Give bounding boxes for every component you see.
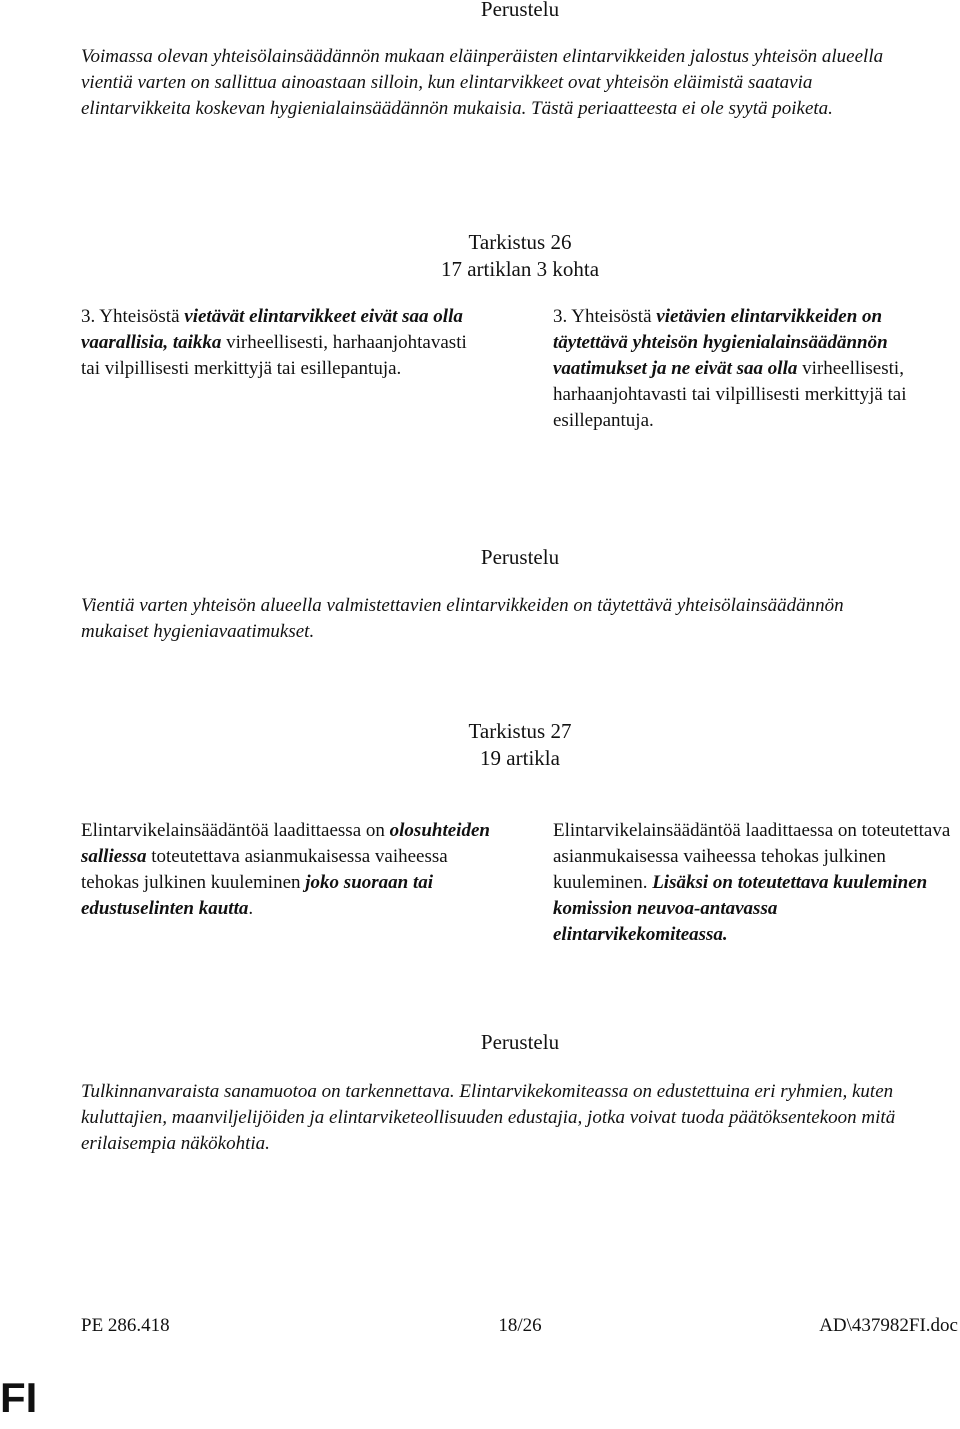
amendment-text: Elintarvikelainsäädäntöä laadittaessa on toteutettava asianmukaisessa vaiheessa tehokas julkinen kuuleminen. Lisäksi on toteutettava kuuleminen komission neuvoa-antavassa elintarvikekomiteassa. xyxy=(553,820,951,945)
amendment-subtitle: 17 artiklan 3 kohta xyxy=(440,257,600,281)
justification-text: Vientiä varten yhteisön alueella valmistettavien elintarvikkeiden on täytettävä yhteisölainsäädännön mukaiset hygieniavaatimukset. xyxy=(81,595,844,642)
commission-text: Elintarvikelainsäädäntöä laadittaessa on olosuhteiden salliessa toteutettava asianmukaisessa vaiheessa tehokas julkinen kuuleminen joko suoraan tai edustuselinten kautta. xyxy=(81,820,490,919)
amendment-title: Tarkistus 26 xyxy=(468,230,572,254)
commission-text: 3. Yhteisöstä vietävät elintarvikkeet eivät saa olla vaarallisia, taikka virheellisesti, harhaanjohtavasti tai vilpillisesti merkittyjä tai esillepantuja. xyxy=(81,306,467,379)
footer-document-id: AD\437982FI.doc xyxy=(819,1315,958,1336)
amendment-subtitle: 19 artikla xyxy=(480,746,560,770)
amendment-text: 3. Yhteisöstä vietävien elintarvikkeiden on täytettävä yhteisön hygienialainsäädännön vaatimukset ja ne eivät saa olla virheellisesti, harhaanjohtavasti tai vilpillisesti merkittyjä tai esillepantuja. xyxy=(553,306,907,431)
language-code: FI xyxy=(0,1374,38,1421)
amendment-title: Tarkistus 27 xyxy=(468,719,572,743)
footer-page-number: 18/26 xyxy=(498,1315,542,1336)
justification-text: Tulkinnanvaraista sanamuotoa on tarkennettava. Elintarvikekomiteassa on edustettuina eri ryhmien, kuten kuluttajien, maanviljelijöiden ja elintarviketeollisuuden edustajia, jotka voivat tuoda päätöksentekoon mitä erilaisempia näkökohtia. xyxy=(81,1081,896,1154)
justification-heading: Perustelu xyxy=(480,0,560,21)
justification-heading: Perustelu xyxy=(480,545,560,569)
footer-reference: PE 286.418 xyxy=(81,1315,170,1336)
justification-text: Voimassa olevan yhteisölainsäädännön mukaan eläinperäisten elintarvikkeiden jalostus yhteisön alueella vientiä varten on sallittua ainoastaan silloin, kun elintarvikkeet ovat yhteisön eläimistä saatavia elintarvikkeita koskevan hygienialainsäädännön mukaisia. Tästä periaatteesta ei ole syytä poiketa. xyxy=(81,46,884,119)
justification-heading: Perustelu xyxy=(480,1030,560,1054)
